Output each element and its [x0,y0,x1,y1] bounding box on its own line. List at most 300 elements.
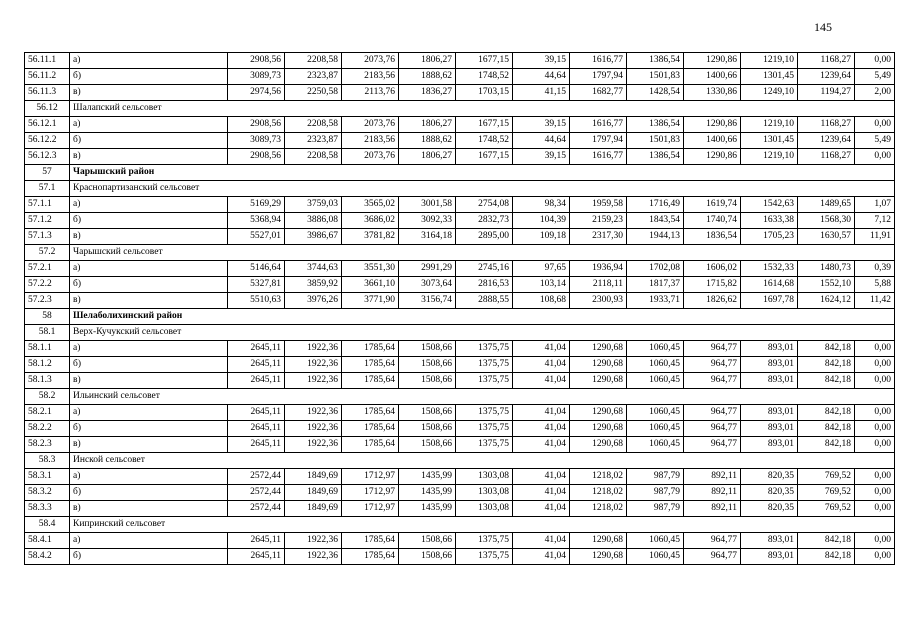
value-cell: 2645,11 [228,421,285,437]
value-cell: 2832,73 [456,213,513,229]
value-cell: 7,12 [855,213,895,229]
value-cell: 1785,64 [342,533,399,549]
value-cell: 1375,75 [456,405,513,421]
table-row [25,149,895,165]
value-cell: 0,00 [855,373,895,389]
row-variant-label: б) [70,357,228,373]
row-code: 58.4.2 [25,549,70,565]
value-cell: 1542,63 [741,197,798,213]
value-cell: 41,04 [513,501,570,517]
value-cell: 1797,94 [570,133,627,149]
row-code: 58.2 [25,389,70,405]
value-cell: 964,77 [684,533,741,549]
value-cell: 1508,66 [399,549,456,565]
value-cell: 1480,73 [798,261,855,277]
table-row [25,261,895,277]
row-variant-label: б) [70,277,228,293]
value-cell: 893,01 [741,405,798,421]
value-cell: 3164,18 [399,229,456,245]
value-cell: 5,88 [855,277,895,293]
value-cell: 2073,76 [342,149,399,165]
value-cell: 987,79 [627,469,684,485]
value-cell: 41,04 [513,549,570,565]
value-cell: 2816,53 [456,277,513,293]
row-variant-label: а) [70,117,228,133]
value-cell: 1806,27 [399,53,456,69]
value-cell: 1290,68 [570,341,627,357]
table-row [25,421,895,437]
value-cell: 3565,02 [342,197,399,213]
value-cell: 964,77 [684,421,741,437]
table-row [25,229,895,245]
row-code: 58.2.1 [25,405,70,421]
table-row [25,373,895,389]
value-cell: 1922,36 [285,533,342,549]
value-cell: 1303,08 [456,501,513,517]
value-cell: 5368,94 [228,213,285,229]
value-cell: 964,77 [684,341,741,357]
value-cell: 1301,45 [741,69,798,85]
row-title: Верх-Кучукский сельсовет [70,325,895,341]
value-cell: 0,00 [855,149,895,165]
value-cell: 1748,52 [456,69,513,85]
value-cell: 41,04 [513,437,570,453]
row-variant-label: в) [70,85,228,101]
table-row [25,469,895,485]
row-code: 58 [25,309,70,325]
value-cell: 2645,11 [228,357,285,373]
value-cell: 2645,11 [228,341,285,357]
value-cell: 1715,82 [684,277,741,293]
value-cell: 1375,75 [456,357,513,373]
value-cell: 44,64 [513,69,570,85]
value-cell: 3092,33 [399,213,456,229]
value-cell: 1748,52 [456,133,513,149]
value-cell: 3073,64 [399,277,456,293]
value-cell: 893,01 [741,421,798,437]
page-number: 145 [814,20,832,34]
row-variant-label: а) [70,533,228,549]
value-cell: 1677,15 [456,53,513,69]
value-cell: 893,01 [741,437,798,453]
value-cell: 1959,58 [570,197,627,213]
value-cell: 5510,63 [228,293,285,309]
value-cell: 964,77 [684,357,741,373]
row-title: Краснопартизанский сельсовет [70,181,895,197]
row-variant-label: а) [70,341,228,357]
value-cell: 41,04 [513,421,570,437]
value-cell: 1682,77 [570,85,627,101]
row-code: 57.1.3 [25,229,70,245]
value-cell: 1508,66 [399,437,456,453]
value-cell: 2645,11 [228,373,285,389]
value-cell: 893,01 [741,549,798,565]
value-cell: 1806,27 [399,149,456,165]
value-cell: 987,79 [627,485,684,501]
value-cell: 1435,99 [399,469,456,485]
row-code: 58.3 [25,453,70,469]
value-cell: 1060,45 [627,549,684,565]
row-code: 58.3.3 [25,501,70,517]
table-row [25,277,895,293]
value-cell: 1702,08 [627,261,684,277]
value-cell: 893,01 [741,341,798,357]
value-cell: 1888,62 [399,69,456,85]
value-cell: 1797,94 [570,69,627,85]
row-code: 57.1.2 [25,213,70,229]
value-cell: 1716,49 [627,197,684,213]
value-cell: 964,77 [684,549,741,565]
value-cell: 964,77 [684,373,741,389]
value-cell: 41,04 [513,533,570,549]
row-code: 57.2.2 [25,277,70,293]
value-cell: 11,91 [855,229,895,245]
value-cell: 2572,44 [228,469,285,485]
value-cell: 1375,75 [456,341,513,357]
row-code: 57.2 [25,245,70,261]
value-cell: 2888,55 [456,293,513,309]
value-cell: 97,65 [513,261,570,277]
value-cell: 1060,45 [627,421,684,437]
value-cell: 39,15 [513,117,570,133]
value-cell: 39,15 [513,149,570,165]
value-cell: 820,35 [741,501,798,517]
value-cell: 1290,68 [570,373,627,389]
value-cell: 1435,99 [399,485,456,501]
value-cell: 5,49 [855,133,895,149]
value-cell: 3976,26 [285,293,342,309]
value-cell: 1677,15 [456,149,513,165]
district-row [25,309,895,325]
table-body [25,53,895,565]
row-code: 56.11.1 [25,53,70,69]
value-cell: 3001,58 [399,197,456,213]
value-cell: 11,42 [855,293,895,309]
value-cell: 2572,44 [228,501,285,517]
value-cell: 2183,56 [342,69,399,85]
value-cell: 98,34 [513,197,570,213]
value-cell: 0,00 [855,501,895,517]
value-cell: 2208,58 [285,117,342,133]
value-cell: 1168,27 [798,149,855,165]
value-cell: 964,77 [684,405,741,421]
value-cell: 769,52 [798,501,855,517]
value-cell: 1375,75 [456,549,513,565]
value-cell: 5527,01 [228,229,285,245]
value-cell: 1219,10 [741,53,798,69]
value-cell: 1508,66 [399,405,456,421]
value-cell: 3771,90 [342,293,399,309]
value-cell: 1303,08 [456,469,513,485]
value-cell: 1712,97 [342,485,399,501]
value-cell: 1922,36 [285,373,342,389]
district-row [25,165,895,181]
value-cell: 1060,45 [627,357,684,373]
value-cell: 1922,36 [285,357,342,373]
value-cell: 2073,76 [342,53,399,69]
value-cell: 1922,36 [285,549,342,565]
row-variant-label: а) [70,53,228,69]
value-cell: 2118,11 [570,277,627,293]
table-row [25,117,895,133]
value-cell: 842,18 [798,437,855,453]
value-cell: 1249,10 [741,85,798,101]
value-cell: 1785,64 [342,357,399,373]
section-row [25,389,895,405]
value-cell: 1922,36 [285,405,342,421]
value-cell: 1944,13 [627,229,684,245]
value-cell: 2645,11 [228,437,285,453]
section-row [25,325,895,341]
value-cell: 1568,30 [798,213,855,229]
value-cell: 2208,58 [285,53,342,69]
value-cell: 1740,74 [684,213,741,229]
value-cell: 893,01 [741,373,798,389]
value-cell: 2895,00 [456,229,513,245]
row-variant-label: б) [70,549,228,565]
value-cell: 893,01 [741,533,798,549]
row-variant-label: в) [70,293,228,309]
value-cell: 1060,45 [627,405,684,421]
value-cell: 1552,10 [798,277,855,293]
value-cell: 3089,73 [228,133,285,149]
row-variant-label: б) [70,69,228,85]
table-row [25,133,895,149]
table-row [25,357,895,373]
value-cell: 2323,87 [285,69,342,85]
value-cell: 820,35 [741,485,798,501]
value-cell: 2159,23 [570,213,627,229]
row-code: 58.4.1 [25,533,70,549]
row-code: 58.1.2 [25,357,70,373]
table-row [25,437,895,453]
value-cell: 104,39 [513,213,570,229]
value-cell: 892,11 [684,469,741,485]
row-variant-label: а) [70,469,228,485]
value-cell: 2317,30 [570,229,627,245]
value-cell: 964,77 [684,437,741,453]
value-cell: 3886,08 [285,213,342,229]
value-cell: 1290,86 [684,53,741,69]
value-cell: 2974,56 [228,85,285,101]
value-cell: 892,11 [684,501,741,517]
value-cell: 5327,81 [228,277,285,293]
value-cell: 1922,36 [285,421,342,437]
value-cell: 41,15 [513,85,570,101]
value-cell: 1936,94 [570,261,627,277]
value-cell: 1375,75 [456,533,513,549]
value-cell: 1785,64 [342,341,399,357]
table-row [25,341,895,357]
value-cell: 1290,68 [570,533,627,549]
value-cell: 0,00 [855,485,895,501]
value-cell: 0,00 [855,421,895,437]
value-cell: 0,00 [855,469,895,485]
value-cell: 1508,66 [399,341,456,357]
value-cell: 1817,37 [627,277,684,293]
value-cell: 0,00 [855,549,895,565]
value-cell: 1501,83 [627,69,684,85]
value-cell: 0,00 [855,533,895,549]
value-cell: 2745,16 [456,261,513,277]
value-cell: 1290,68 [570,357,627,373]
value-cell: 2908,56 [228,149,285,165]
value-cell: 2908,56 [228,117,285,133]
value-cell: 0,39 [855,261,895,277]
table-row [25,213,895,229]
row-title: Чарышский район [70,165,895,181]
value-cell: 41,04 [513,373,570,389]
section-row [25,101,895,117]
row-variant-label: в) [70,149,228,165]
value-cell: 1806,27 [399,117,456,133]
value-cell: 1508,66 [399,373,456,389]
row-code: 57.2.3 [25,293,70,309]
value-cell: 1386,54 [627,117,684,133]
value-cell: 1301,45 [741,133,798,149]
value-cell: 109,18 [513,229,570,245]
value-cell: 3759,03 [285,197,342,213]
value-cell: 1435,99 [399,501,456,517]
value-cell: 2073,76 [342,117,399,133]
value-cell: 1826,62 [684,293,741,309]
value-cell: 1922,36 [285,341,342,357]
row-code: 58.4 [25,517,70,533]
value-cell: 1489,65 [798,197,855,213]
value-cell: 3156,74 [399,293,456,309]
value-cell: 1290,68 [570,405,627,421]
value-cell: 1843,54 [627,213,684,229]
value-cell: 1616,77 [570,53,627,69]
row-title: Шелаболихинский район [70,309,895,325]
value-cell: 1697,78 [741,293,798,309]
value-cell: 1375,75 [456,437,513,453]
value-cell: 893,01 [741,357,798,373]
value-cell: 5146,64 [228,261,285,277]
value-cell: 1785,64 [342,421,399,437]
value-cell: 1386,54 [627,53,684,69]
row-variant-label: в) [70,373,228,389]
value-cell: 1168,27 [798,53,855,69]
table-row [25,53,895,69]
row-code: 56.11.3 [25,85,70,101]
value-cell: 2208,58 [285,149,342,165]
value-cell: 2183,56 [342,133,399,149]
value-cell: 1501,83 [627,133,684,149]
row-code: 57.1 [25,181,70,197]
value-cell: 842,18 [798,421,855,437]
value-cell: 1219,10 [741,149,798,165]
value-cell: 1218,02 [570,485,627,501]
value-cell: 1849,69 [285,469,342,485]
table-row [25,69,895,85]
value-cell: 1619,74 [684,197,741,213]
section-row [25,453,895,469]
value-cell: 2323,87 [285,133,342,149]
row-title: Шалапский сельсовет [70,101,895,117]
value-cell: 842,18 [798,405,855,421]
table-row [25,293,895,309]
value-cell: 2991,29 [399,261,456,277]
value-cell: 0,00 [855,341,895,357]
value-cell: 820,35 [741,469,798,485]
value-cell: 1239,64 [798,133,855,149]
value-cell: 1375,75 [456,373,513,389]
row-variant-label: б) [70,485,228,501]
value-cell: 0,00 [855,405,895,421]
value-cell: 1,07 [855,197,895,213]
value-cell: 3744,63 [285,261,342,277]
value-cell: 3661,10 [342,277,399,293]
value-cell: 1239,64 [798,69,855,85]
value-cell: 1836,54 [684,229,741,245]
row-title: Кипринский сельсовет [70,517,895,533]
row-code: 56.12.2 [25,133,70,149]
value-cell: 1630,57 [798,229,855,245]
value-cell: 41,04 [513,485,570,501]
row-title: Ильинский сельсовет [70,389,895,405]
value-cell: 2754,08 [456,197,513,213]
row-variant-label: б) [70,213,228,229]
row-title: Инской сельсовет [70,453,895,469]
value-cell: 3781,82 [342,229,399,245]
value-cell: 1290,68 [570,549,627,565]
value-cell: 1168,27 [798,117,855,133]
value-cell: 892,11 [684,485,741,501]
value-cell: 842,18 [798,533,855,549]
row-code: 57.1.1 [25,197,70,213]
row-code: 57.2.1 [25,261,70,277]
value-cell: 1386,54 [627,149,684,165]
row-code: 58.3.2 [25,485,70,501]
value-cell: 1060,45 [627,533,684,549]
tariff-table [24,52,895,565]
value-cell: 842,18 [798,549,855,565]
value-cell: 2908,56 [228,53,285,69]
section-row [25,181,895,197]
value-cell: 1624,12 [798,293,855,309]
section-row [25,245,895,261]
row-title: Чарышский сельсовет [70,245,895,261]
value-cell: 1836,27 [399,85,456,101]
value-cell: 1400,66 [684,69,741,85]
value-cell: 1290,86 [684,117,741,133]
value-cell: 1888,62 [399,133,456,149]
value-cell: 1785,64 [342,549,399,565]
row-variant-label: а) [70,197,228,213]
value-cell: 1849,69 [285,501,342,517]
value-cell: 44,64 [513,133,570,149]
value-cell: 3551,30 [342,261,399,277]
row-code: 58.1.1 [25,341,70,357]
row-code: 58.3.1 [25,469,70,485]
value-cell: 1614,68 [741,277,798,293]
value-cell: 1849,69 [285,485,342,501]
value-cell: 1922,36 [285,437,342,453]
value-cell: 1705,23 [741,229,798,245]
value-cell: 1703,15 [456,85,513,101]
value-cell: 0,00 [855,117,895,133]
table-row [25,197,895,213]
value-cell: 1219,10 [741,117,798,133]
value-cell: 2,00 [855,85,895,101]
value-cell: 2645,11 [228,549,285,565]
value-cell: 1712,97 [342,501,399,517]
value-cell: 842,18 [798,341,855,357]
value-cell: 1060,45 [627,341,684,357]
value-cell: 1375,75 [456,421,513,437]
row-code: 58.1.3 [25,373,70,389]
